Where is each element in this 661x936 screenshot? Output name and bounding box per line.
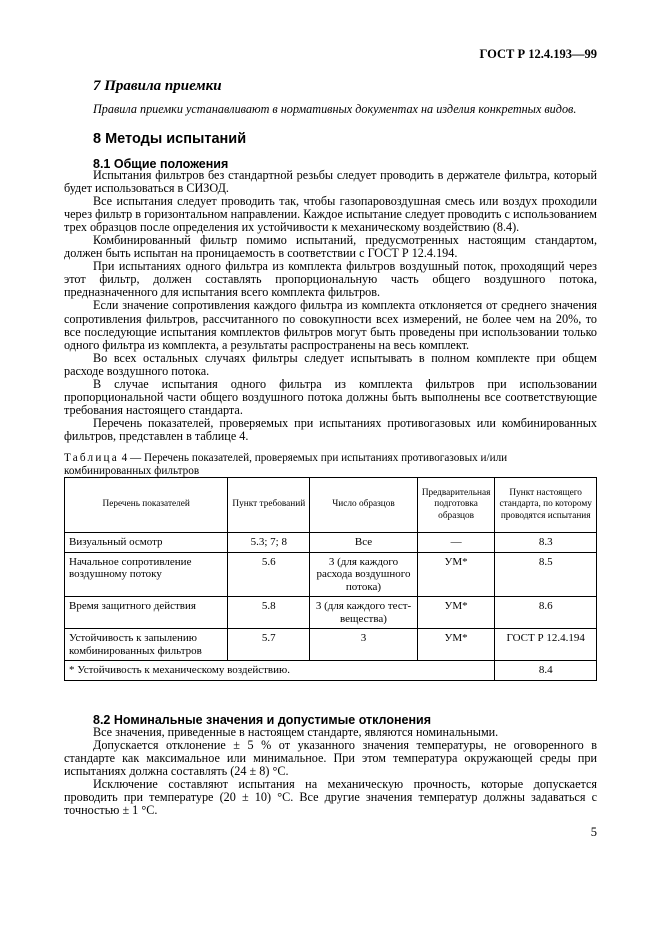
table-cell: 5.7 (228, 629, 310, 661)
table-header-cell: Число образцов (310, 478, 418, 533)
table-row (65, 533, 597, 553)
table-cell: — (417, 533, 495, 553)
paragraph: Комбинированный фильтр помимо испытаний, предусмотренных настоящим стандартом, должен быть испытан на проницаемость в соответствии с ГОСТ Р 12.4.194. (64, 233, 597, 261)
caption-label: Таблица (64, 452, 119, 464)
paragraph: При испытаниях одного фильтра из комплекта фильтров воздушный поток, проходящий через этот фильтр, должен составлять пропорциональную часть общего воздушного потока, предназначенного для испытания всего комплекта фильтров. (64, 259, 597, 300)
paragraph: Во всех остальных случаях фильтры следует испытывать в полном комплекте при общем расходе воздушного потока. (64, 350, 597, 378)
section-8-1-body (64, 169, 597, 443)
table-cell: 3 (310, 629, 418, 661)
table-cell: ГОСТ Р 12.4.194 (495, 629, 597, 661)
document-header: ГОСТ Р 12.4.193—99 (479, 47, 597, 61)
table-cell: 5.8 (228, 597, 310, 629)
table-cell: УМ* (417, 597, 495, 629)
table-cell: 8.5 (495, 552, 597, 597)
table-footnote-row (65, 661, 597, 681)
table-cell: Начальное сопротивление воздушному потоку (65, 552, 228, 597)
table-cell: 5.3; 7; 8 (228, 533, 310, 553)
table-4-caption (64, 452, 597, 477)
paragraph: Испытания фильтров без стандартной резьбы следует проводить в держателе фильтра, который будет использоваться в СИЗОД. (64, 168, 597, 196)
table-header-row (65, 478, 597, 533)
table-cell: 5.6 (228, 552, 310, 597)
table-header-cell: Предварительная подготовка образцов (417, 478, 495, 533)
section-8-heading: 8 Методы испытаний (93, 131, 247, 147)
table-row (65, 629, 597, 661)
section-7-text: Правила приемки устанавливают в нормативных документах на изделия конкретных видов. (93, 102, 577, 116)
table-row (65, 597, 597, 629)
table-cell: 3 (для каждого тест-вещества) (310, 597, 418, 629)
paragraph: Исключение составляют испытания на механическую прочность, которые допускается проводить при температуре (20 ± 10) °С. Все другие значения температур должны задаваться с точностью ± 1 °С. (64, 777, 597, 818)
section-8-2-body (64, 726, 597, 817)
paragraph: Все испытания следует проводить так, чтобы газопаровоздушная смесь или воздух проходили через фильтр в горизонтальном направлении. Каждое испытание следует проводить с использованием трех образцов после определения их устойчивости к механическому воздействию (8.4). (64, 194, 597, 235)
table-cell: УМ* (417, 552, 495, 597)
paragraph: В случае испытания одного фильтра из комплекта фильтров при использовании пропорциональной части общего воздушного потока должны быть выполнены все соответствующие требования настоящего стандарта. (64, 376, 597, 417)
page-number: 5 (590, 825, 597, 839)
caption-text: 4 — Перечень показателей, проверяемых при испытаниях противогазовых и/или комбинированных фильтров (64, 452, 508, 477)
table-cell: Устойчивость к запылению комбинированных фильтров (65, 629, 228, 661)
table-cell: УМ* (417, 629, 495, 661)
table-header-cell: Пункт требований (228, 478, 310, 533)
table-header-cell: Перечень показателей (65, 478, 228, 533)
table-4 (64, 477, 597, 681)
paragraph: Допускается отклонение ± 5 % от указанного значения температуры, не оговоренного в стандарте как максимальное или минимальное. При этом температура окружающей среды при испытаниях должна составлять (24 ± 8) °С. (64, 738, 597, 779)
paragraph: Перечень показателей, проверяемых при испытаниях противогазовых или комбинированных фильтров, представлен в таблице 4. (64, 415, 597, 443)
table-cell: Визуальный осмотр (65, 533, 228, 553)
table-footnote: * Устойчивость к механическому воздействию. (65, 661, 495, 681)
section-8-1-heading: 8.1 Общие положения (93, 157, 229, 171)
section-8-2-heading: 8.2 Номинальные значения и допустимые отклонения (93, 713, 431, 727)
paragraph: Все значения, приведенные в настоящем стандарте, являются номинальными. (93, 725, 499, 739)
table-cell: Все (310, 533, 418, 553)
table-cell: 8.6 (495, 597, 597, 629)
section-7-heading: 7 Правила приемки (93, 78, 222, 94)
table-footnote-ref: 8.4 (495, 661, 597, 681)
table-header-cell: Пункт настоящего стандарта, по которому проводятся испытания (495, 478, 597, 533)
paragraph: Если значение сопротивления каждого фильтра из комплекта отклоняется от среднего значения сопротивления фильтров, рассчитанного по совокупности всех измерений, не более чем на 20%, то все последующие испытания комплектов фильтров могут быть проведены при использовании только одного фильтра из комплекта, а результаты распространены на весь комплект. (64, 298, 597, 352)
table-cell: 8.3 (495, 533, 597, 553)
table-cell: Время защитного действия (65, 597, 228, 629)
table-row (65, 552, 597, 597)
table-cell: 3 (для каждого расхода воздушного потока) (310, 552, 418, 597)
